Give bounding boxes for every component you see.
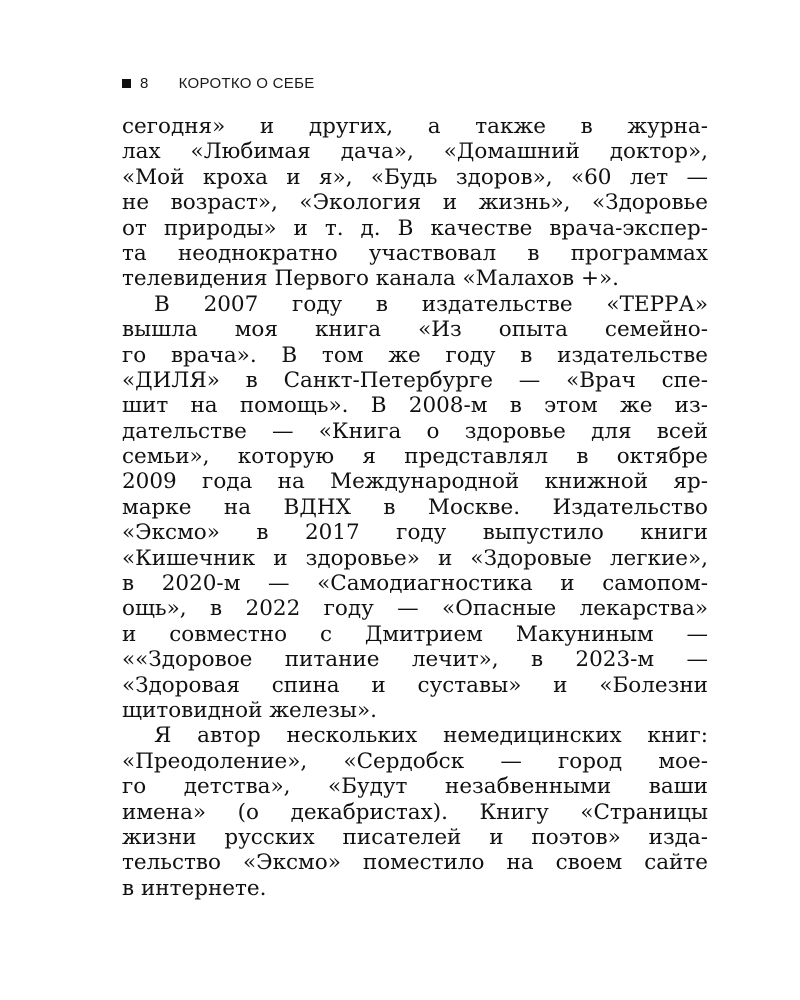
- text-line: ««Здоровое питание лечит», в 2023-м —: [122, 647, 708, 673]
- text-line: имена» (о декабристах). Книгу «Страницы: [122, 799, 708, 825]
- running-header: [122, 72, 315, 94]
- text-line: в интернете.: [122, 875, 267, 901]
- text-line: семьи», которую я представлял в октябре: [122, 444, 708, 470]
- body-text: [122, 114, 708, 901]
- text-line: «Мой кроха и я», «Будь здоров», «60 лет —: [122, 164, 708, 190]
- text-line: та неоднократно участвовал в программах: [122, 240, 708, 266]
- text-line: ощь», в 2022 году — «Опасные лекарства»: [122, 596, 708, 622]
- header-square-icon: [122, 79, 131, 88]
- text-line: Я автор нескольких немедицинских книг:: [154, 723, 708, 749]
- text-line: тельство «Эксмо» поместило на своем сайте: [122, 850, 708, 876]
- text-line: марке на ВДНХ в Москве. Издательство: [122, 494, 708, 520]
- chapter-title: КОРОТКО О СЕБЕ: [178, 74, 315, 92]
- text-line: дательстве — «Книга о здоровье для всей: [122, 418, 708, 444]
- text-line: 2009 года на Международной книжной яр-: [122, 469, 708, 495]
- text-line: сегодня» и других, а также в журна-: [122, 114, 708, 139]
- text-line: В 2007 году в издательстве «ТЕРРА»: [154, 291, 708, 317]
- text-line: щитовидной железы».: [122, 697, 377, 723]
- text-line: «Преодоление», «Сердобск — город мое-: [122, 748, 708, 774]
- text-line: жизни русских писателей и поэтов» изда-: [122, 824, 708, 850]
- page-number: 8: [140, 74, 149, 92]
- text-line: «Кишечник и здоровье» и «Здоровые легкие»,: [122, 545, 708, 571]
- text-line: го детства», «Будут незабвенными ваши: [122, 774, 708, 800]
- text-line: шит на помощь». В 2008-м в этом же из-: [122, 393, 708, 419]
- text-line: и совместно с Дмитрием Макуниным —: [122, 621, 708, 647]
- text-line: телевидения Первого канала «Малахов +».: [122, 266, 619, 292]
- text-line: го врача». В том же году в издательстве: [122, 342, 708, 368]
- text-line: «Эксмо» в 2017 году выпустило книги: [122, 520, 708, 546]
- text-line: не возраст», «Экология и жизнь», «Здоровье: [122, 190, 708, 216]
- text-line: вышла моя книга «Из опыта семейно-: [122, 317, 708, 343]
- text-line: «Здоровая спина и суставы» и «Болезни: [122, 672, 708, 698]
- text-line: «ДИЛЯ» в Санкт-Петербурге — «Врач спе-: [122, 367, 708, 393]
- text-line: в 2020-м — «Самодиагностика и самопом-: [122, 571, 708, 597]
- text-line: лах «Любимая дача», «Домашний доктор»,: [122, 139, 708, 165]
- text-line: от природы» и т. д. В качестве врача-экспер-: [122, 215, 708, 241]
